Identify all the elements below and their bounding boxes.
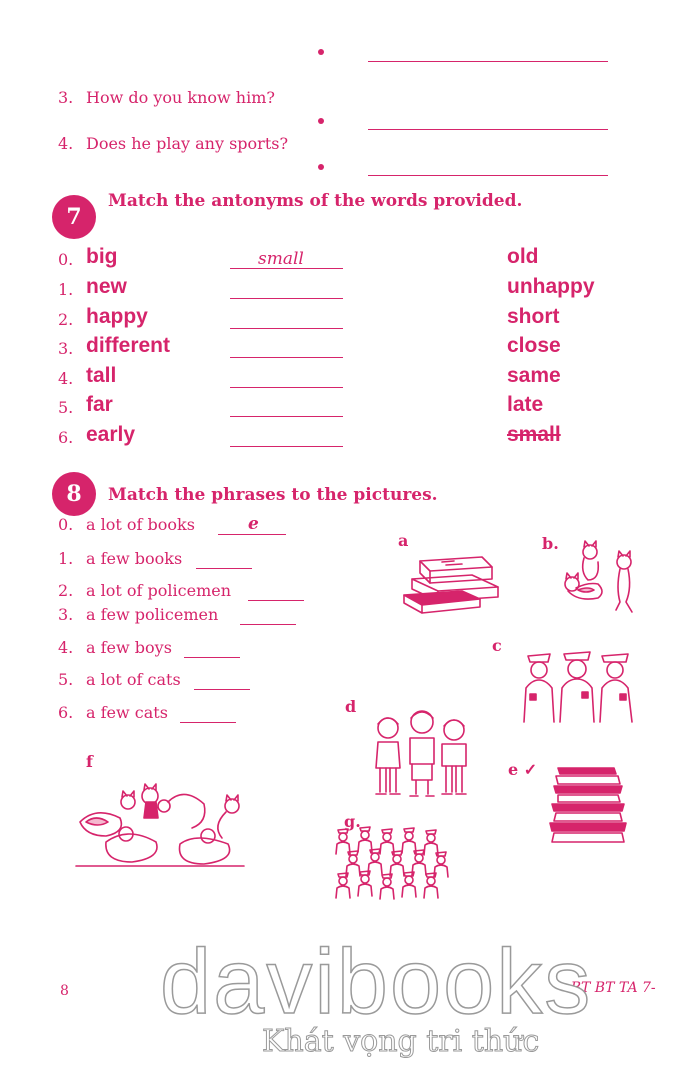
picture-label-c: c <box>492 636 502 655</box>
answer-line[interactable] <box>368 61 608 62</box>
source-word: early <box>86 423 136 446</box>
page-number: 8 <box>60 983 69 999</box>
answer-line[interactable] <box>368 129 608 130</box>
antonym-option: late <box>507 393 544 416</box>
question-3 <box>58 88 275 107</box>
source-word: new <box>86 275 127 298</box>
antonym-option: unhappy <box>507 275 595 298</box>
book-code: -BT BT TA 7- <box>566 980 656 996</box>
bullet <box>318 164 324 170</box>
antonym-option: small <box>507 423 561 446</box>
item-number: 4. <box>58 638 74 657</box>
answer-blank[interactable] <box>230 387 343 388</box>
books-lot-picture <box>548 766 628 844</box>
antonym-option: old <box>507 245 539 268</box>
source-word: far <box>86 393 113 416</box>
exercise-number: 7 <box>66 204 82 230</box>
source-word: big <box>86 245 118 268</box>
answer-blank[interactable] <box>218 534 286 535</box>
phrase-text: a few policemen <box>86 605 219 624</box>
phrase-text: a few boys <box>86 638 172 657</box>
bullet <box>318 49 324 55</box>
answer-blank[interactable] <box>230 416 343 417</box>
answer-blank[interactable] <box>240 624 296 625</box>
answer-blank[interactable] <box>180 722 236 723</box>
item-number: 1. <box>58 549 74 568</box>
answer-blank[interactable] <box>194 689 250 690</box>
item-number: 5. <box>58 398 74 417</box>
picture-label-e: e ✓ <box>508 760 538 779</box>
antonym-option: close <box>507 334 561 357</box>
picture-label-f: f <box>86 752 93 771</box>
phrase-text: a lot of policemen <box>86 581 232 600</box>
item-number: 3. <box>58 605 74 624</box>
phrase-text: a few books <box>86 549 183 568</box>
watermark-brand: davibooks <box>160 931 593 1033</box>
cats-few-picture <box>558 540 644 616</box>
answer-blank[interactable] <box>184 657 240 658</box>
filled-answer: small <box>258 249 304 269</box>
phrase-text: a lot of cats <box>86 670 181 689</box>
picture-label-a: a <box>398 531 409 550</box>
policemen-few-picture <box>520 648 640 722</box>
exercise-7-title: Match the antonyms of the words provided. <box>108 191 523 211</box>
exercise-7-badge <box>52 195 96 239</box>
item-number: 1. <box>58 280 74 299</box>
answer-line[interactable] <box>368 175 608 176</box>
item-number: 6. <box>58 703 74 722</box>
policemen-lot-picture <box>336 828 452 908</box>
answer-blank[interactable] <box>230 298 343 299</box>
answer-blank[interactable] <box>230 357 343 358</box>
boys-few-picture <box>372 706 468 800</box>
item-number: 0. <box>58 250 74 269</box>
exercise-number: 8 <box>66 481 82 507</box>
item-number: 2. <box>58 310 74 329</box>
source-word: happy <box>86 305 148 328</box>
picture-label-g: g. <box>344 812 361 831</box>
item-number: 2. <box>58 581 74 600</box>
question-text: Does he play any sports? <box>86 134 289 153</box>
question-4 <box>58 134 288 153</box>
item-number: 6. <box>58 428 74 447</box>
cats-lot-picture <box>76 782 244 868</box>
exercise-8-badge <box>52 472 96 516</box>
question-text: How do you know him? <box>86 88 275 107</box>
phrase-text: a lot of books <box>86 515 195 534</box>
antonym-option: short <box>507 305 560 328</box>
item-number: 5. <box>58 670 74 689</box>
picture-label-d: d <box>345 697 357 716</box>
source-word: tall <box>86 364 117 387</box>
books-few-picture <box>402 555 502 613</box>
question-number: 4. <box>58 134 74 153</box>
item-number: 0. <box>58 515 74 534</box>
bullet <box>318 118 324 124</box>
answer-blank[interactable] <box>230 328 343 329</box>
picture-label-b: b. <box>542 534 559 553</box>
filled-answer: e <box>248 514 259 534</box>
answer-blank[interactable] <box>230 446 343 447</box>
question-number: 3. <box>58 88 74 107</box>
phrase-text: a few cats <box>86 703 168 722</box>
source-word: different <box>86 334 170 357</box>
antonym-option: same <box>507 364 561 387</box>
watermark-slogan: Khát vọng tri thức <box>262 1024 540 1059</box>
item-number: 3. <box>58 339 74 358</box>
answer-blank[interactable] <box>248 600 304 601</box>
answer-blank[interactable] <box>196 568 252 569</box>
item-number: 4. <box>58 369 74 388</box>
exercise-8-title: Match the phrases to the pictures. <box>108 485 438 505</box>
